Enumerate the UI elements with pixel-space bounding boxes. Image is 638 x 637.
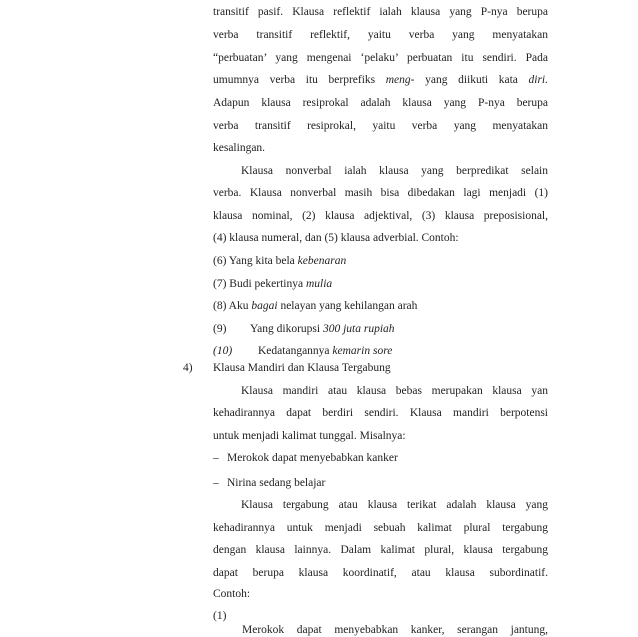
example-item xyxy=(213,277,548,291)
text-line: (4) klausa numeral, dan (5) klausa adverbial. Contoh: xyxy=(213,232,459,244)
example-text: Aku xyxy=(228,300,252,312)
text-line: “perbuatan’ yang mengenai ‘pelaku’ perbuatan itu sendiri. Pada xyxy=(213,52,548,64)
italic-term: kemarin sore xyxy=(332,345,393,357)
example-number: (9) xyxy=(213,323,227,335)
example-text: Yang kita bela xyxy=(228,255,298,267)
example-item xyxy=(213,322,548,336)
example-content xyxy=(250,322,395,336)
text-line: transitif pasif. Klausa reflektif ialah klausa yang P-nya berupa xyxy=(213,6,548,18)
example-number: (7) xyxy=(213,278,227,290)
bullet-item xyxy=(213,476,548,490)
text-line: Klausa nonverbal ialah klausa yang berpredikat selain xyxy=(241,165,548,177)
text-line: klausa nominal, (2) klausa adjektival, (3) klausa preposisional, xyxy=(213,210,548,222)
text-line: Contoh: xyxy=(213,588,251,600)
italic-term: diri. xyxy=(528,74,548,86)
example-text: nelayan yang kehilangan arah xyxy=(277,300,418,312)
example-number: (6) xyxy=(213,255,227,267)
text-line: verba transitif reflektif, yaitu verba yang menyatakan xyxy=(213,29,548,41)
example-text: Yang dikorupsi xyxy=(250,323,323,335)
section-title: Klausa Mandiri dan Klausa Tergabung xyxy=(213,362,391,374)
example-number: (10) xyxy=(213,345,233,357)
example-text: Merokok dapat menyebabkan kanker, serangan jantung, xyxy=(242,624,548,636)
text-line: Klausa tergabung atau klausa terikat adalah klausa yang xyxy=(241,499,548,511)
example-text: Kedatangannya xyxy=(258,345,333,357)
example-number: (1) xyxy=(213,610,227,622)
text-line: kehadirannya dapat berdiri sendiri. Klausa mandiri berpotensi xyxy=(213,407,548,419)
example-text: Budi pekertinya xyxy=(229,278,306,290)
text-line: kehadirannya untuk menjadi sebuah kalimat plural tergabung xyxy=(213,522,548,534)
text-line: Adapun klausa resiprokal adalah klausa yang P-nya berupa xyxy=(213,97,548,109)
text-line: verba. Klausa nonverbal masih bisa dibedakan lagi menjadi (1) xyxy=(213,187,548,199)
text-line: verba transitif resiprokal, yaitu verba yang menyatakan xyxy=(213,120,548,132)
text-span: umumnya verba itu berprefiks xyxy=(213,74,386,86)
example-content xyxy=(258,344,392,358)
bullet-text: Merokok dapat menyebabkan kanker xyxy=(227,452,398,464)
text-line: untuk menjadi kalimat tunggal. Misalnya: xyxy=(213,430,406,442)
text-line: kesalingan. xyxy=(213,142,266,154)
example-item xyxy=(213,609,548,636)
text-line: dapat berupa klausa koordinatif, atau klausa subordinatif. xyxy=(213,567,548,579)
example-item xyxy=(213,344,548,358)
bullet-text: Nirina sedang belajar xyxy=(227,477,326,489)
text-line xyxy=(213,73,548,87)
example-item xyxy=(213,299,548,313)
italic-term: kebenaran xyxy=(297,255,347,267)
italic-term: bagai xyxy=(251,300,278,312)
text-line: dengan klausa lainnya. Dalam kalimat plural, klausa tergabung xyxy=(213,544,548,556)
bullet-mark: – xyxy=(213,477,219,489)
text-span: yang diikuti kata xyxy=(414,74,529,86)
example-number: (8) xyxy=(213,300,227,312)
bullet-item xyxy=(213,451,548,465)
italic-term: 300 juta rupiah xyxy=(322,323,395,335)
bullet-mark: – xyxy=(213,452,219,464)
text-line: Klausa mandiri atau klausa bebas merupakan klausa yan xyxy=(241,385,548,397)
example-item xyxy=(213,254,548,268)
italic-term: mulia xyxy=(305,278,333,290)
italic-term: meng- xyxy=(385,74,415,86)
section-number: 4) xyxy=(183,362,193,374)
